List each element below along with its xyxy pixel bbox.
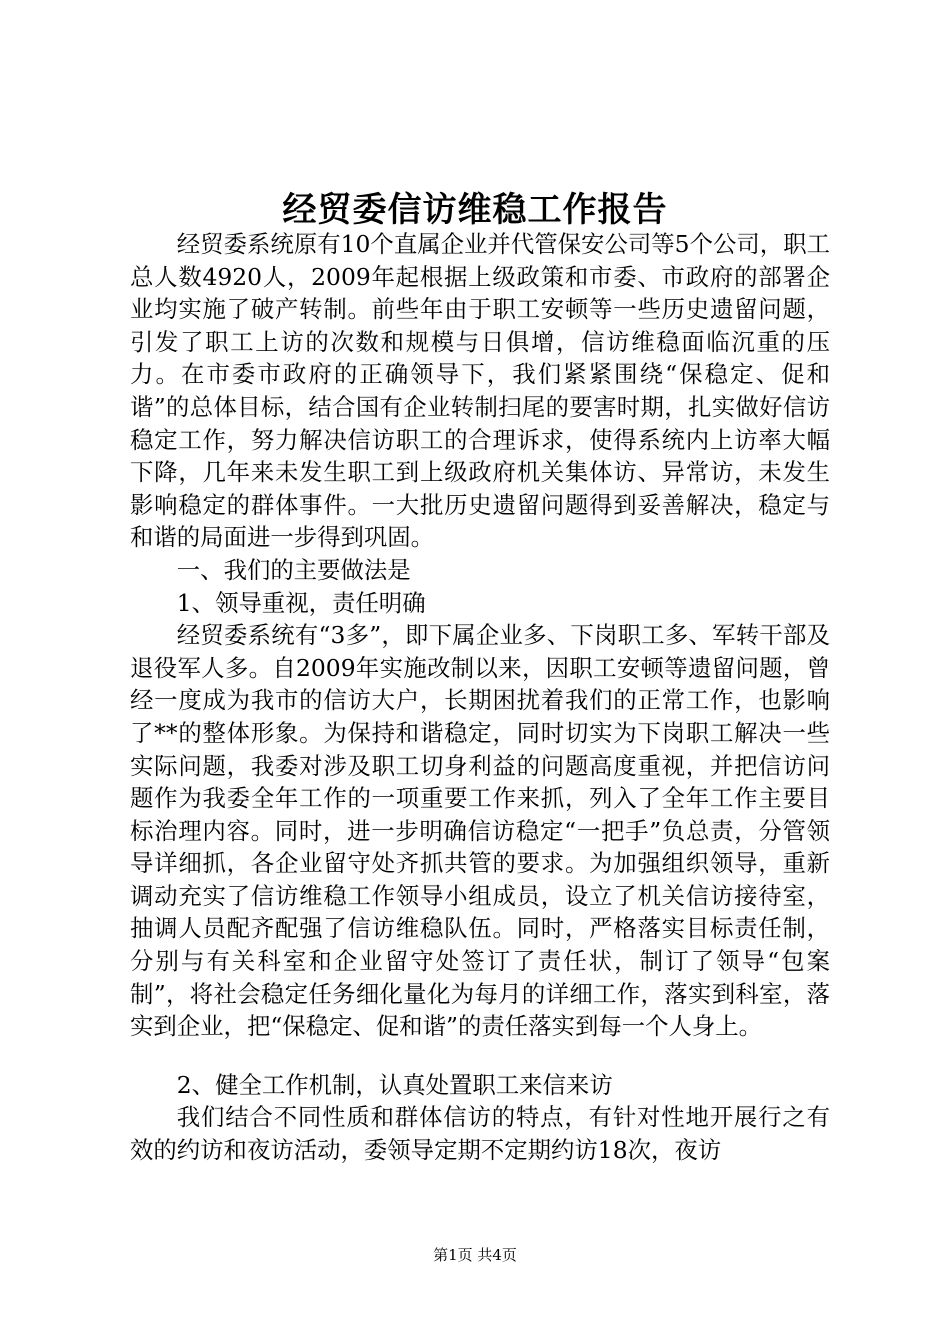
document-body <box>130 228 830 1167</box>
paragraph-leadership: 经贸委系统有“3多”，即下属企业多、下岗职工多、军转干部及退役军人多。自2009年实施改制以来，因职工安顿等遗留问题，曾经一度成为我市的信访大户，长期困扰着我们的正常工作，也影响了**的整体形象。为保持和谐稳定，同时切实为下岗职工解决一些实际问题，我委对涉及职工切身利益的问题高度重视，并把信访问题作为我委全年工作的一项重要工作来抓，列入了全年工作主要目标治理内容。同时，进一步明确信访稳定“一把手”负总责，分管领导详细抓，各企业留守处齐抓共管的要求。为加强组织领导，重新调动充实了信访维稳工作领导小组成员，设立了机关信访接待室，抽调人员配齐配强了信访维稳队伍。同时，严格落实目标责任制，分别与有关科室和企业留守处签订了责任状，制订了领导“包案制”，将社会稳定任务细化量化为每月的详细工作，落实到科室，落实到企业，把“保稳定、促和谐”的责任落实到每一个人身上。 <box>130 621 830 1041</box>
document-title: 经贸委信访维稳工作报告 <box>282 190 668 230</box>
paragraph-mechanism: 我们结合不同性质和群体信访的特点，有针对性地开展行之有效的约访和夜访活动，委领导定期不定期约访18次，夜访 <box>130 1103 830 1165</box>
subheading-mechanism: 2、健全工作机制，认真处置职工来信来访 <box>176 1070 613 1099</box>
section-heading-main-practices: 一、我们的主要做法是 <box>176 555 411 584</box>
page-number-footer: 第1页 共4页 <box>433 1246 517 1264</box>
paragraph-intro: 经贸委系统原有10个直属企业并代管保安公司等5个公司，职工总人数4920人，2009年起根据上级政策和市委、市政府的部署企业均实施了破产转制。前些年由于职工安顿等一些历史遗留问题，引发了职工上访的次数和规模与日俱增，信访维稳面临沉重的压力。在市委市政府的正确领导下，我们紧紧围绕“保稳定、促和谐”的总体目标，结合国有企业转制扫尾的要害时期，扎实做好信访稳定工作，努力解决信访职工的合理诉求，使得系统内上访率大幅下降，几年来未发生职工到上级政府机关集体访、异常访，未发生影响稳定的群体事件。一大批历史遗留问题得到妥善解决，稳定与和谐的局面进一步得到巩固。 <box>130 230 830 552</box>
subheading-leadership: 1、领导重视，责任明确 <box>176 588 426 617</box>
